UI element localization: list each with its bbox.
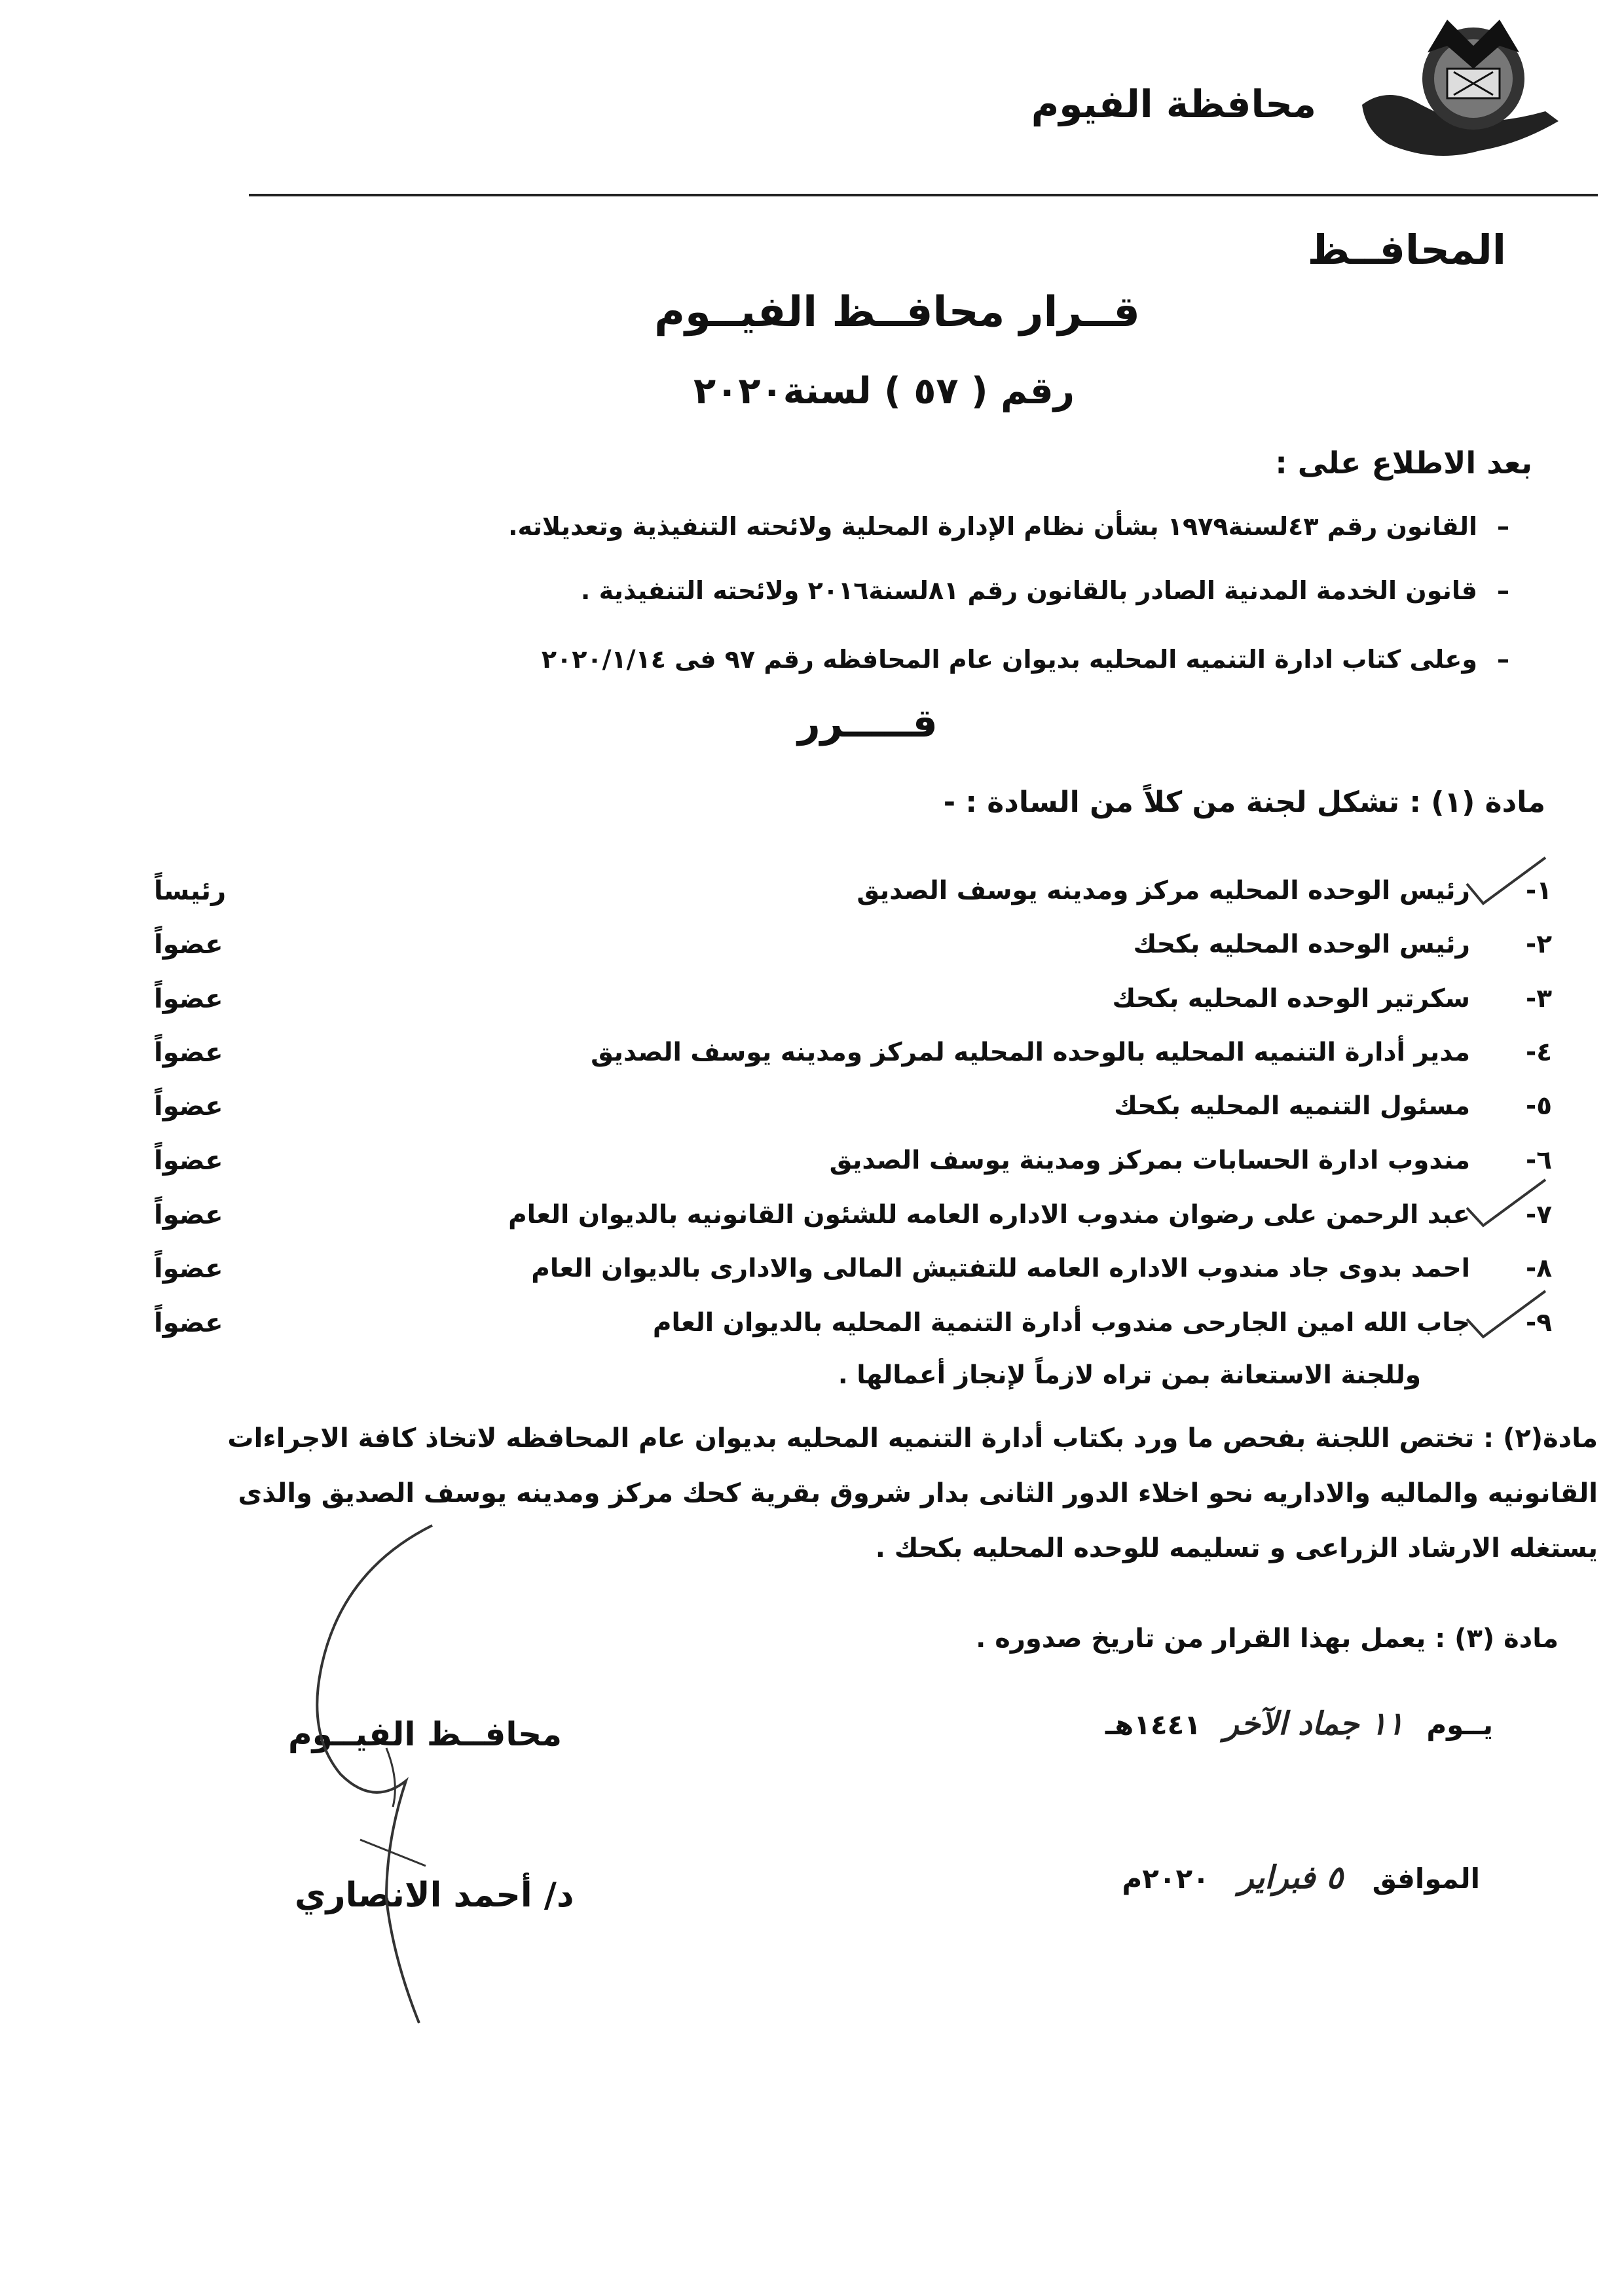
- signatory-title: محافــظ الفيــوم: [288, 1715, 563, 1753]
- handwritten-hijri-day: ١١ جماد الآخر: [1223, 1705, 1404, 1742]
- committee-help-note: وللجنة الاستعانة بمن تراه لازماً لإنجاز أعمالها .: [838, 1360, 1421, 1390]
- preamble-heading: بعد الاطلاع على :: [1275, 445, 1532, 481]
- member-row: [154, 876, 1552, 915]
- member-name: رئيس الوحده المحليه بكحك: [1133, 930, 1470, 959]
- member-number: ٣-: [1526, 984, 1552, 1013]
- member-role: عضواً: [154, 1091, 223, 1121]
- article-2-text: مادة(٢) : تختص اللجنة بفحص ما ورد بكتاب أدارة التنميه المحليه بديوان عام المحافظه لاتخاذ كافة الاجراءات القانونيه والماليه والاداريه نحو اخلاء الدور الثانى بدار شروق بقرية كحك مركز ومدينه يوسف الصديق والذى يستغله الارشاد الزراعى و تسليمه للوحده المحليه بكحك .: [227, 1423, 1598, 1563]
- signatory-name: د/ أحمد الانصاري: [295, 1876, 574, 1915]
- member-name: رئيس الوحده المحليه مركز ومدينه يوسف الصديق: [857, 876, 1470, 905]
- member-number: ٤-: [1526, 1038, 1552, 1067]
- handwritten-gregorian-day: ٥ فبراير: [1238, 1859, 1343, 1896]
- preamble-item: –وعلى كتاب ادارة التنميه المحليه بديوان عام المحافظه رقم ٩٧ فى ٢٠٢٠/١/١٤: [541, 645, 1509, 674]
- governorate-emblem-icon: [1349, 7, 1572, 190]
- member-role: عضواً: [154, 1146, 223, 1176]
- member-number: ٧-: [1526, 1200, 1552, 1230]
- preamble-item: –القانون رقم ٤٣لسنة١٩٧٩ بشأن نظام الإدارة المحلية ولائحته التنفيذية وتعديلاته.: [508, 512, 1509, 541]
- decision-title: قــرار محافــظ الفيــوم: [654, 288, 1140, 337]
- member-row: [154, 930, 1552, 969]
- member-number: ٦-: [1526, 1146, 1552, 1175]
- member-name: جاب الله امين الجارحى مندوب أدارة التنمية المحليه بالديوان العام: [652, 1308, 1470, 1338]
- member-role: عضواً: [154, 984, 223, 1014]
- handwritten-signature: [262, 1499, 563, 2036]
- member-row: [154, 1200, 1552, 1239]
- member-role: عضواً: [154, 1200, 223, 1230]
- member-role: عضواً: [154, 1254, 223, 1284]
- member-number: ٩-: [1526, 1308, 1552, 1338]
- member-number: ٥-: [1526, 1091, 1552, 1121]
- member-row: [154, 984, 1552, 1023]
- member-row: [154, 1146, 1552, 1185]
- member-role: عضواً: [154, 1038, 223, 1068]
- member-row: [154, 1254, 1552, 1293]
- member-row: [154, 1038, 1552, 1077]
- member-name: مسئول التنميه المحليه بكحك: [1114, 1091, 1470, 1121]
- hijri-date: يــوم ١١ جماد الآخر ١٤٤١هـ: [1105, 1705, 1493, 1742]
- check-mark-icon: [1460, 1172, 1552, 1231]
- article-3-text: مادة (٣) : يعمل بهذا القرار من تاريخ صدوره .: [976, 1624, 1559, 1654]
- member-row: [154, 1091, 1552, 1131]
- office-title: المحافــظ: [1307, 226, 1506, 274]
- check-mark-icon: [1460, 851, 1552, 910]
- member-name: سكرتير الوحده المحليه بكحك: [1112, 984, 1470, 1013]
- member-role: عضواً: [154, 1308, 223, 1338]
- member-number: ١-: [1526, 876, 1552, 905]
- preamble-item: –قانون الخدمة المدنية الصادر بالقانون رقم ٨١لسنة٢٠١٦ ولائحته التنفيذية .: [580, 576, 1509, 605]
- member-name: مندوب ادارة الحسابات بمركز ومدينة يوسف الصديق: [829, 1146, 1470, 1175]
- gregorian-date: الموافق ٥ فبراير ٢٠٢٠م: [1122, 1859, 1480, 1896]
- header-divider: [249, 194, 1598, 196]
- decision-number: رقم ( ٥٧ ) لسنة٢٠٢٠: [693, 370, 1075, 412]
- member-row: [154, 1308, 1552, 1347]
- member-role: عضواً: [154, 930, 223, 960]
- article-1-heading: مادة (١) : تشكل لجنة من كلاً من السادة : -: [943, 786, 1545, 819]
- member-number: ٨-: [1526, 1254, 1552, 1283]
- member-name: مدير أدارة التنميه المحليه بالوحده المحليه لمركز ومدينه يوسف الصديق: [591, 1038, 1470, 1067]
- member-name: عبد الرحمن على رضوان مندوب الاداره العامه للشئون القانونيه بالديوان العام: [508, 1200, 1470, 1230]
- member-number: ٢-: [1526, 930, 1552, 959]
- governorate-name: محافظة الفيوم: [1031, 82, 1316, 126]
- member-name: احمد بدوى جاد مندوب الاداره العامه للتفتيش المالى والادارى بالديوان العام: [531, 1254, 1470, 1283]
- check-mark-icon: [1460, 1283, 1552, 1342]
- decided-heading: قـــــرر: [798, 701, 938, 746]
- member-role: رئيساً: [154, 876, 227, 906]
